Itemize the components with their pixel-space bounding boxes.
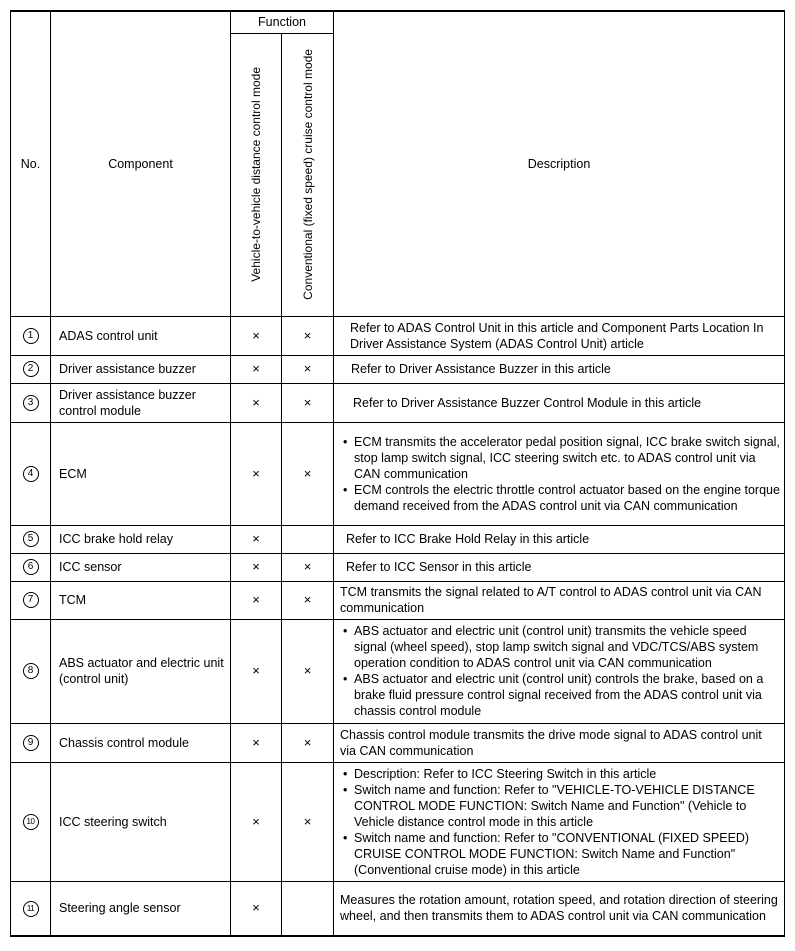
table-row (11, 723, 785, 762)
component-name: ABS actuator and electric unit (control unit) (51, 619, 231, 723)
description-bullet: • ABS actuator and electric unit (control unit) controls the brake, based on a brake fluid pressure control signal received from the ADAS control unit via chassis control module (340, 671, 780, 719)
description: Chassis control module transmits the drive mode signal to ADAS control unit via CAN communication (334, 723, 785, 762)
mark-f2: × (282, 762, 334, 881)
row-number: 5 (11, 525, 51, 553)
component-name: Driver assistance buzzer control module (51, 383, 231, 422)
table-row (11, 881, 785, 936)
table-row (11, 553, 785, 581)
component-name: ICC brake hold relay (51, 525, 231, 553)
mark-f2: × (282, 619, 334, 723)
header-func-conventional-cruise: Conventional (fixed speed) cruise control mode (282, 33, 334, 316)
row-number: 3 (11, 383, 51, 422)
mark-f2 (282, 525, 334, 553)
component-name: ICC steering switch (51, 762, 231, 881)
mark-f1: × (231, 553, 282, 581)
row-number: 10 (11, 762, 51, 881)
mark-f1: × (231, 723, 282, 762)
component-name: Driver assistance buzzer (51, 355, 231, 383)
row-number: 7 (11, 581, 51, 619)
description: Refer to Driver Assistance Buzzer Control Module in this article (334, 383, 785, 422)
description (334, 762, 785, 881)
mark-f1: × (231, 762, 282, 881)
description: Measures the rotation amount, rotation speed, and rotation direction of steering wheel, and then transmits them to ADAS control unit via CAN communication (334, 881, 785, 936)
row-number: 8 (11, 619, 51, 723)
description-bullet: • Description: Refer to ICC Steering Switch in this article (340, 766, 780, 782)
mark-f1: × (231, 355, 282, 383)
mark-f2: × (282, 316, 334, 355)
table-row (11, 762, 785, 881)
mark-f1: × (231, 581, 282, 619)
description: Refer to ICC Brake Hold Relay in this article (334, 525, 785, 553)
mark-f2: × (282, 422, 334, 525)
mark-f2: × (282, 355, 334, 383)
description (334, 619, 785, 723)
component-name: Chassis control module (51, 723, 231, 762)
component-name: TCM (51, 581, 231, 619)
row-number: 11 (11, 881, 51, 936)
mark-f1: × (231, 619, 282, 723)
description (334, 422, 785, 525)
component-name: ADAS control unit (51, 316, 231, 355)
row-number: 9 (11, 723, 51, 762)
table-row (11, 581, 785, 619)
mark-f2: × (282, 581, 334, 619)
mark-f2: × (282, 723, 334, 762)
component-table (10, 10, 785, 937)
mark-f2 (282, 881, 334, 936)
row-number: 6 (11, 553, 51, 581)
row-number: 2 (11, 355, 51, 383)
description: TCM transmits the signal related to A/T control to ADAS control unit via CAN communication (334, 581, 785, 619)
table-row (11, 525, 785, 553)
header-function: Function (231, 11, 334, 33)
header-func-vehicle-distance: Vehicle-to-vehicle distance control mode (231, 33, 282, 316)
description: Refer to ADAS Control Unit in this article and Component Parts Location In Driver Assistance System (ADAS Control Unit) article (334, 316, 785, 355)
row-number: 1 (11, 316, 51, 355)
component-name: ICC sensor (51, 553, 231, 581)
table-row (11, 619, 785, 723)
table-row (11, 383, 785, 422)
mark-f2: × (282, 383, 334, 422)
description-bullet: • ECM transmits the accelerator pedal position signal, ICC brake switch signal, stop lamp switch signal, ICC steering switch etc. to ADAS control unit via CAN communication (340, 434, 780, 482)
description-bullet: • ECM controls the electric throttle control actuator based on the engine torque demand received from the ADAS control unit via CAN communication (340, 482, 780, 514)
component-name: ECM (51, 422, 231, 525)
header-no: No. (11, 11, 51, 316)
mark-f2: × (282, 553, 334, 581)
table-row (11, 422, 785, 525)
table-row (11, 316, 785, 355)
description-bullet: • Switch name and function: Refer to "VEHICLE-TO-VEHICLE DISTANCE CONTROL MODE FUNCTION: Switch Name and Function" (Vehicle to Vehicle distance control mode in this article (340, 782, 780, 830)
description-bullet: • Switch name and function: Refer to "CONVENTIONAL (FIXED SPEED) CRUISE CONTROL MODE FUNCTION: Switch Name and Function" (Conventional cruise mode) in this article (340, 830, 780, 878)
mark-f1: × (231, 383, 282, 422)
mark-f1: × (231, 422, 282, 525)
description: Refer to Driver Assistance Buzzer in this article (334, 355, 785, 383)
mark-f1: × (231, 525, 282, 553)
description-bullet: • ABS actuator and electric unit (control unit) transmits the vehicle speed signal (wheel speed), stop lamp switch signal and VDC/TCS/ABS system operation condition to ADAS control unit via CAN communication (340, 623, 780, 671)
header-component: Component (51, 11, 231, 316)
mark-f1: × (231, 316, 282, 355)
mark-f1: × (231, 881, 282, 936)
header-description: Description (334, 11, 785, 316)
row-number: 4 (11, 422, 51, 525)
component-name: Steering angle sensor (51, 881, 231, 936)
table-row (11, 355, 785, 383)
description: Refer to ICC Sensor in this article (334, 553, 785, 581)
